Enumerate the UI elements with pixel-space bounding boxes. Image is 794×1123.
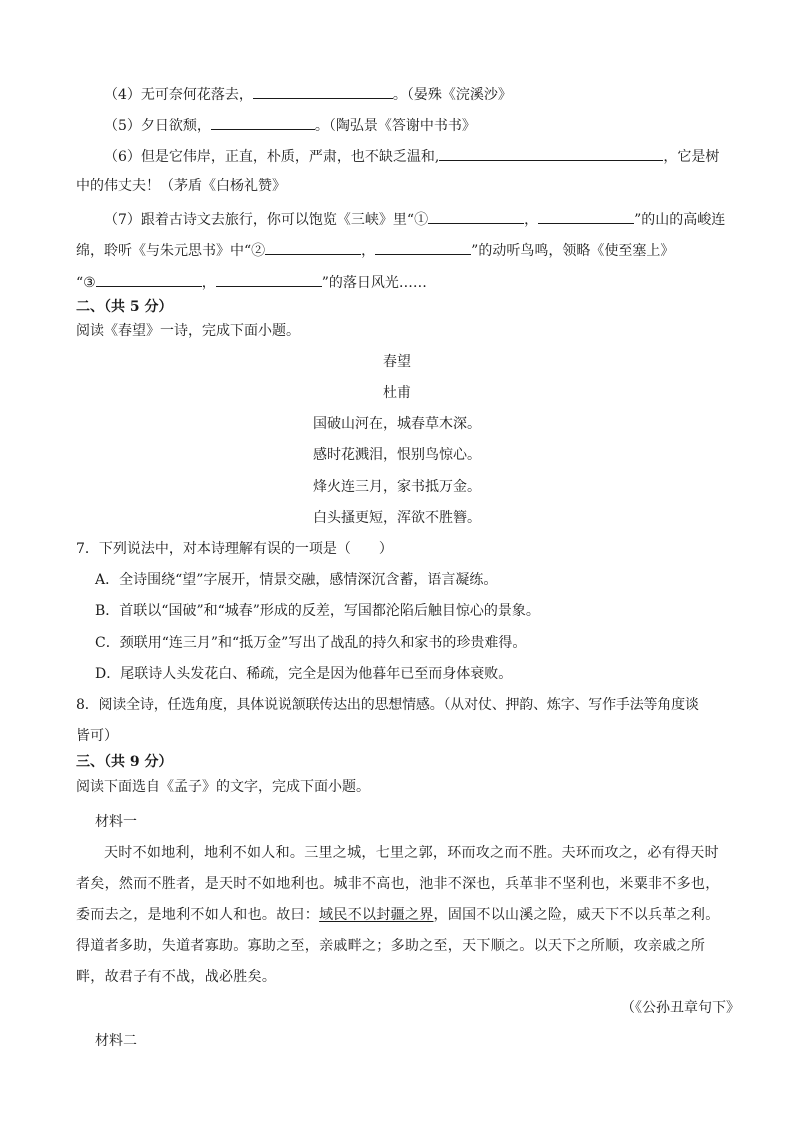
material-1-text-line: 得道者多助，失道者寡助。寡助之至，亲戚畔之；多助之至，天下顺之。以天下之所顺，攻亲戚之所 <box>76 938 706 954</box>
section-2-intro: 阅读《春望》一诗，完成下面小题。 <box>76 323 300 339</box>
poem-author: 杜甫 <box>383 385 411 401</box>
question-6-line-2: 中的伟丈夫！（茅盾《白杨礼赞》 <box>76 178 286 194</box>
answer-blank[interactable] <box>439 146 663 161</box>
answer-blank[interactable] <box>253 84 393 99</box>
option-a[interactable]: A．全诗围绕“望”字展开，情景交融，感情深沉含蓄，语言凝练。 <box>95 572 498 588</box>
section-3-intro: 阅读下面选自《孟子》的文字，完成下面小题。 <box>76 779 370 795</box>
poem-title: 春望 <box>383 354 411 370</box>
answer-blank[interactable] <box>211 115 315 130</box>
option-c[interactable]: C．颈联用“连三月”和“抵万金”写出了战乱的持久和家书的珍贵难得。 <box>95 635 527 651</box>
material-1-source: （《公孙丑章句下》 <box>621 1000 740 1016</box>
question-5: （5）夕日欲颓， 。（陶弘景《答谢中书书》 <box>104 115 476 135</box>
question-7-stem: 7．下列说法中，对本诗理解有误的一项是（ ） <box>76 541 393 557</box>
answer-blank[interactable] <box>428 209 524 224</box>
question-6-line-1: （6）但是它伟岸，正直，朴质，严肃，也不缺乏温和, ，它是树 <box>104 146 719 166</box>
material-1-text-line: 者矣，然而不胜者，是天时不如地利也。城非不高也，池非不深也，兵革非不坚利也，米粟非不多也， <box>76 876 720 892</box>
answer-blank[interactable] <box>216 272 322 287</box>
question-7-line-3: “③ ， ”的落日风光…… <box>76 272 427 292</box>
question-7-line-2: 绵，聆听《与朱元思书》中“② ， ”的动听鸟鸣，领略《使至塞上》 <box>76 240 674 260</box>
section-3-heading: 三、（共 9 分） <box>76 754 173 770</box>
material-2-label: 材料二 <box>95 1033 137 1049</box>
question-8-line-1: 8．阅读全诗，任选角度，具体说说颔联传达出的思想情感。（从对仗、押韵、炼字、写作手法等角度谈 <box>76 697 699 713</box>
section-2-heading: 二、（共 5 分） <box>76 299 173 315</box>
answer-blank[interactable] <box>96 272 202 287</box>
question-8-line-2: 皆可） <box>76 728 118 744</box>
question-7-line-1: （7）跟着古诗文去旅行，你可以饱览《三峡》里“① ， ”的山的高峻连 <box>104 209 725 229</box>
answer-blank[interactable] <box>538 209 634 224</box>
option-b[interactable]: B．首联以“国破”和“城春”形成的反差，写国都沦陷后触目惊心的景象。 <box>95 603 540 619</box>
material-1-label: 材料一 <box>95 814 137 830</box>
material-1-text-line: 畔，故君子有不战，战必胜矣。 <box>76 969 277 985</box>
underlined-phrase: 域民不以封疆之界 <box>319 907 434 923</box>
material-1-text-line: 天时不如地利，地利不如人和。三里之城，七里之郭，环而攻之而不胜。夫环而攻之，必有得天时 <box>104 845 719 861</box>
poem-line: 国破山河在，城春草木深。 <box>313 416 481 432</box>
poem-line: 烽火连三月，家书抵万金。 <box>313 479 481 495</box>
question-4: （4）无可奈何花落去， 。（晏殊《浣溪沙》 <box>104 84 512 104</box>
poem-line: 感时花溅泪，恨别鸟惊心。 <box>313 447 481 463</box>
answer-blank[interactable] <box>265 240 361 255</box>
material-1-text-line: 委而去之，是地利不如人和也。故曰：域民不以封疆之界，固国不以山溪之险，威天下不以兵革之利。 <box>76 907 720 923</box>
poem-line: 白头搔更短，浑欲不胜簪。 <box>313 510 481 526</box>
answer-blank[interactable] <box>375 240 471 255</box>
option-d[interactable]: D．尾联诗人头发花白、稀疏，完全是因为他暮年已至而身体衰败。 <box>95 666 513 682</box>
